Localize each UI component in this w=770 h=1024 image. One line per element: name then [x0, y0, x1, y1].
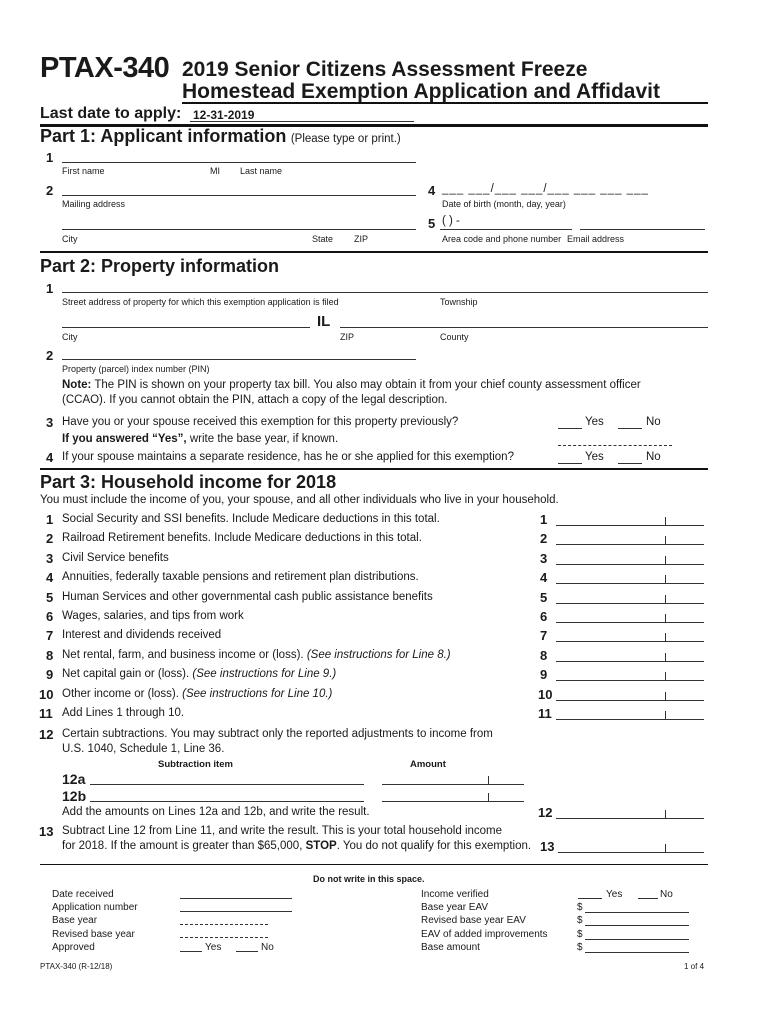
cents-divider: [665, 536, 666, 545]
property-state: IL: [317, 313, 331, 330]
p2-line2-num: 2: [46, 348, 54, 363]
first-name-label: First name: [62, 166, 105, 176]
income-line-num: 11: [39, 706, 53, 721]
amount-header: Amount: [410, 759, 446, 770]
office-amount-field[interactable]: [585, 952, 689, 953]
q4-text: If your spouse maintains a separate residence, has he or she applied for this exemption?: [62, 451, 514, 463]
base-year-field[interactable]: [558, 445, 672, 446]
income-verified-no-field[interactable]: [638, 898, 658, 899]
q4-num: 4: [46, 450, 54, 465]
income-line-num: 7: [46, 628, 54, 644]
part2-title: Part 2: Property information: [40, 256, 280, 276]
income-line-label: Add Lines 1 through 10.: [62, 707, 185, 719]
approved-no-label: No: [261, 942, 274, 953]
line12-right-num: 12: [538, 805, 553, 820]
county-label: County: [440, 332, 469, 342]
income-line-num: 3: [46, 550, 54, 566]
form-title-line1: 2019 Senior Citizens Assessment Freeze: [182, 58, 588, 81]
cents-divider: [665, 672, 666, 681]
income-line-label: Annuities, federally taxable pensions and retirement plan distributions.: [62, 571, 419, 584]
office-left-label: Revised base year: [52, 928, 135, 940]
cents-divider: [665, 556, 666, 565]
p1-line2-num: 2: [46, 183, 54, 198]
part3-title: Part 3: Household income for 2018: [40, 472, 337, 492]
office-right-label: EAV of added improvements: [421, 928, 548, 940]
property-street-field[interactable]: [62, 292, 708, 293]
line12-text1: Certain subtractions. You may subtract only the reported adjustments to income from: [62, 728, 493, 740]
income-line-right-num: 7: [540, 628, 548, 644]
last-name-label: Last name: [240, 166, 283, 176]
line12a-amount-field[interactable]: [382, 784, 524, 785]
income-amount-field[interactable]: [556, 622, 704, 623]
part1-subtitle: (Please type or print.): [290, 133, 401, 145]
p1-line5-num: 5: [428, 216, 436, 231]
line13-right-num: 13: [540, 839, 555, 854]
property-city-label: City: [62, 332, 78, 342]
last-date-value: 12-31-2019: [193, 108, 255, 122]
cents-divider: [665, 614, 666, 623]
note-line2: (CCAO). If you cannot obtain the PIN, attach a copy of the legal description.: [62, 394, 448, 406]
email-field[interactable]: [580, 229, 705, 230]
income-line-text: [62, 707, 184, 719]
line12a-label: 12a: [62, 771, 86, 787]
q3-sub-bold: If you answered “Yes”,: [62, 433, 187, 445]
line12b-item-field[interactable]: [90, 801, 364, 802]
line12-add-text: Add the amounts on Lines 12a and 12b, and write the result.: [62, 806, 370, 818]
dob-label: Date of birth (month, day, year): [442, 199, 566, 209]
base-year-office-field[interactable]: [180, 924, 268, 925]
page-number: 1 of 4: [684, 962, 705, 971]
income-line-text: [62, 668, 336, 680]
income-line-num: 2: [46, 531, 54, 547]
line12-amount-field[interactable]: [556, 818, 704, 819]
last-date-label: Last date to apply:: [40, 105, 182, 122]
line13-amount-field[interactable]: [558, 852, 704, 853]
phone-label: Area code and phone number: [442, 234, 562, 244]
office-left-label: Approved: [52, 941, 95, 953]
city-label: City: [62, 234, 78, 244]
income-line-right-num: 1: [540, 512, 548, 527]
income-amount-field[interactable]: [556, 603, 704, 604]
income-line-text: [62, 591, 433, 603]
dollar-sign: $: [577, 941, 583, 953]
income-amount-field[interactable]: [556, 641, 704, 642]
line12b-label: 12b: [62, 788, 87, 804]
income-amount-field[interactable]: [556, 564, 704, 565]
income-line-right-num: 2: [540, 531, 548, 547]
q3-yes-label: Yes: [585, 416, 604, 428]
date-received-field[interactable]: [180, 898, 292, 899]
income-line-text: [62, 532, 422, 544]
dollar-sign: $: [577, 928, 583, 940]
approved-yes-label: Yes: [205, 942, 222, 953]
p1-line1-num: 1: [46, 150, 54, 165]
form-revision: PTAX-340 (R-12/18): [40, 962, 113, 971]
q3-sub-rest: write the base year, if known.: [189, 433, 339, 445]
line13-text1: Subtract Line 12 from Line 11, and write the result. This is your total household income: [62, 825, 503, 837]
income-line-text: [62, 610, 244, 622]
income-line-label: Social Security and SSI benefits. Include Medicare deductions in this total.: [62, 513, 440, 525]
income-amount-field[interactable]: [556, 661, 704, 662]
subtraction-item-header: Subtraction item: [158, 759, 233, 770]
income-verified-no-label: No: [660, 889, 673, 900]
line13-num: 13: [39, 824, 54, 839]
phone-template: ( ) -: [442, 215, 460, 227]
name-field[interactable]: [62, 162, 416, 163]
income-line-right-num: 3: [540, 550, 548, 566]
q4-yes-field[interactable]: [558, 463, 582, 464]
cents-divider: [665, 633, 666, 642]
q3-no-label: No: [646, 416, 661, 428]
income-line-num: 8: [46, 647, 54, 663]
line13-text2b: . You do not qualify for this exemption.: [336, 840, 532, 852]
income-line-label: Interest and dividends received: [62, 629, 222, 642]
cents-divider: [665, 653, 666, 662]
income-line-right-num: 10: [538, 686, 553, 702]
note-line1: The PIN is shown on your property tax bill. You also may obtain it from your chief county assessment officer: [94, 379, 641, 391]
income-line-text: [62, 688, 332, 700]
income-amount-field[interactable]: [556, 525, 704, 526]
zip-label: ZIP: [354, 234, 369, 244]
cents-divider: [665, 692, 666, 701]
office-right-label: Base amount: [421, 941, 480, 953]
income-line-text: [62, 571, 419, 583]
dob-field[interactable]: ___ ___/___ ___/___ ___ ___ ___: [442, 183, 649, 195]
office-right-label: Revised base year EAV: [421, 915, 526, 927]
income-line-num: 5: [46, 589, 54, 605]
q4-no-field[interactable]: [618, 463, 642, 464]
income-line-instruction: (See instructions for Line 10.): [182, 687, 333, 700]
pin-field[interactable]: [62, 359, 416, 360]
income-line-num: 1: [46, 512, 54, 527]
line12a-item-field[interactable]: [90, 784, 364, 785]
income-line-text: [62, 649, 451, 661]
mailing-address-label: Mailing address: [62, 199, 126, 209]
phone-field[interactable]: [440, 229, 572, 230]
q4-no-label: No: [646, 451, 661, 463]
income-line-instruction: (See instructions for Line 8.): [306, 648, 451, 661]
property-zip-label: ZIP: [340, 332, 355, 342]
p2-line1-num: 1: [46, 281, 54, 296]
income-amount-field[interactable]: [556, 544, 704, 545]
dollar-sign: $: [577, 915, 583, 927]
property-city-field[interactable]: [62, 327, 310, 328]
income-line-right-num: 11: [538, 706, 552, 721]
income-amount-field[interactable]: [556, 719, 704, 720]
approved-no-field[interactable]: [236, 951, 258, 952]
p1-line4-num: 4: [428, 183, 436, 198]
line12-text2: U.S. 1040, Schedule 1, Line 36.: [62, 743, 225, 755]
mi-label: MI: [210, 166, 220, 176]
office-right-label: Income verified: [421, 889, 489, 900]
income-line-instruction: (See instructions for Line 9.): [192, 668, 337, 681]
income-line-num: 6: [46, 609, 54, 624]
dollar-sign: $: [577, 902, 583, 914]
part1-title: Part 1: Applicant information: [40, 126, 287, 146]
office-right-label: Base year EAV: [421, 902, 489, 914]
income-line-text: [62, 513, 440, 525]
form-id: PTAX-340: [40, 52, 170, 84]
line13-stop: STOP: [305, 840, 337, 852]
income-line-right-num: 4: [540, 570, 548, 586]
income-verified-yes-field[interactable]: [578, 898, 602, 899]
revised-base-year-field[interactable]: [180, 937, 268, 938]
q3-no-field[interactable]: [618, 428, 642, 429]
income-line-label: Wages, salaries, and tips from work: [62, 610, 244, 622]
q3-yes-field[interactable]: [558, 428, 582, 429]
income-line-label: Railroad Retirement benefits. Include Medicare deductions in this total.: [62, 532, 422, 545]
cents-divider: [665, 575, 666, 584]
part3-intro: You must include the income of you, your spouse, and all other individuals who live in your household.: [40, 494, 559, 506]
q3-text: Have you or your spouse received this exemption for this property previously?: [62, 416, 459, 428]
office-amount-field[interactable]: [585, 925, 689, 926]
income-line-right-num: 8: [540, 647, 548, 663]
income-line-label: Net capital gain or (loss).: [62, 668, 190, 681]
email-label: Email address: [567, 234, 625, 244]
state-label: State: [312, 234, 334, 244]
cents-divider: [665, 595, 666, 604]
income-amount-field[interactable]: [556, 680, 704, 681]
line13-text2a: for 2018. If the amount is greater than $65,000,: [62, 840, 303, 852]
application-number-field[interactable]: [180, 911, 292, 912]
income-line-label: Other income or (loss).: [62, 687, 179, 700]
office-left-label: Date received: [52, 889, 114, 900]
q4-yes-label: Yes: [585, 451, 604, 463]
income-amount-field[interactable]: [556, 583, 704, 584]
line12b-amount-field[interactable]: [382, 801, 524, 802]
office-left-label: Application number: [52, 902, 138, 914]
income-line-num: 4: [46, 570, 54, 586]
office-title: Do not write in this space.: [313, 874, 425, 884]
income-line-text: [62, 629, 221, 641]
property-street-label: Street address of property for which this exemption application is filed: [62, 297, 339, 307]
income-verified-yes-label: Yes: [606, 889, 623, 900]
township-label: Township: [440, 297, 478, 307]
office-left-label: Base year: [52, 915, 98, 927]
income-line-text: [62, 552, 169, 564]
office-amount-field[interactable]: [585, 912, 689, 913]
income-line-label: Net rental, farm, and business income or (loss).: [62, 648, 304, 661]
income-line-right-num: 9: [540, 667, 548, 683]
form-title-line2: Homestead Exemption Application and Affidavit: [182, 80, 660, 103]
note-label: Note:: [62, 379, 92, 391]
cents-divider: [665, 517, 666, 526]
income-line-label: Human Services and other governmental cash public assistance benefits: [62, 590, 433, 603]
pin-label: Property (parcel) index number (PIN): [62, 364, 210, 374]
income-line-num: 10: [39, 686, 54, 702]
office-amount-field[interactable]: [585, 939, 689, 940]
mailing-address-field[interactable]: [62, 195, 416, 196]
property-zip-county-field[interactable]: [340, 327, 708, 328]
income-line-num: 9: [46, 667, 54, 683]
q3-num: 3: [46, 415, 54, 430]
approved-yes-field[interactable]: [180, 951, 202, 952]
income-line-right-num: 5: [540, 589, 548, 605]
line12-num: 12: [39, 727, 54, 742]
income-line-label: Civil Service benefits: [62, 551, 169, 564]
cents-divider: [665, 711, 666, 720]
income-amount-field[interactable]: [556, 700, 704, 701]
city-state-zip-field[interactable]: [62, 229, 416, 230]
income-line-right-num: 6: [540, 609, 548, 624]
